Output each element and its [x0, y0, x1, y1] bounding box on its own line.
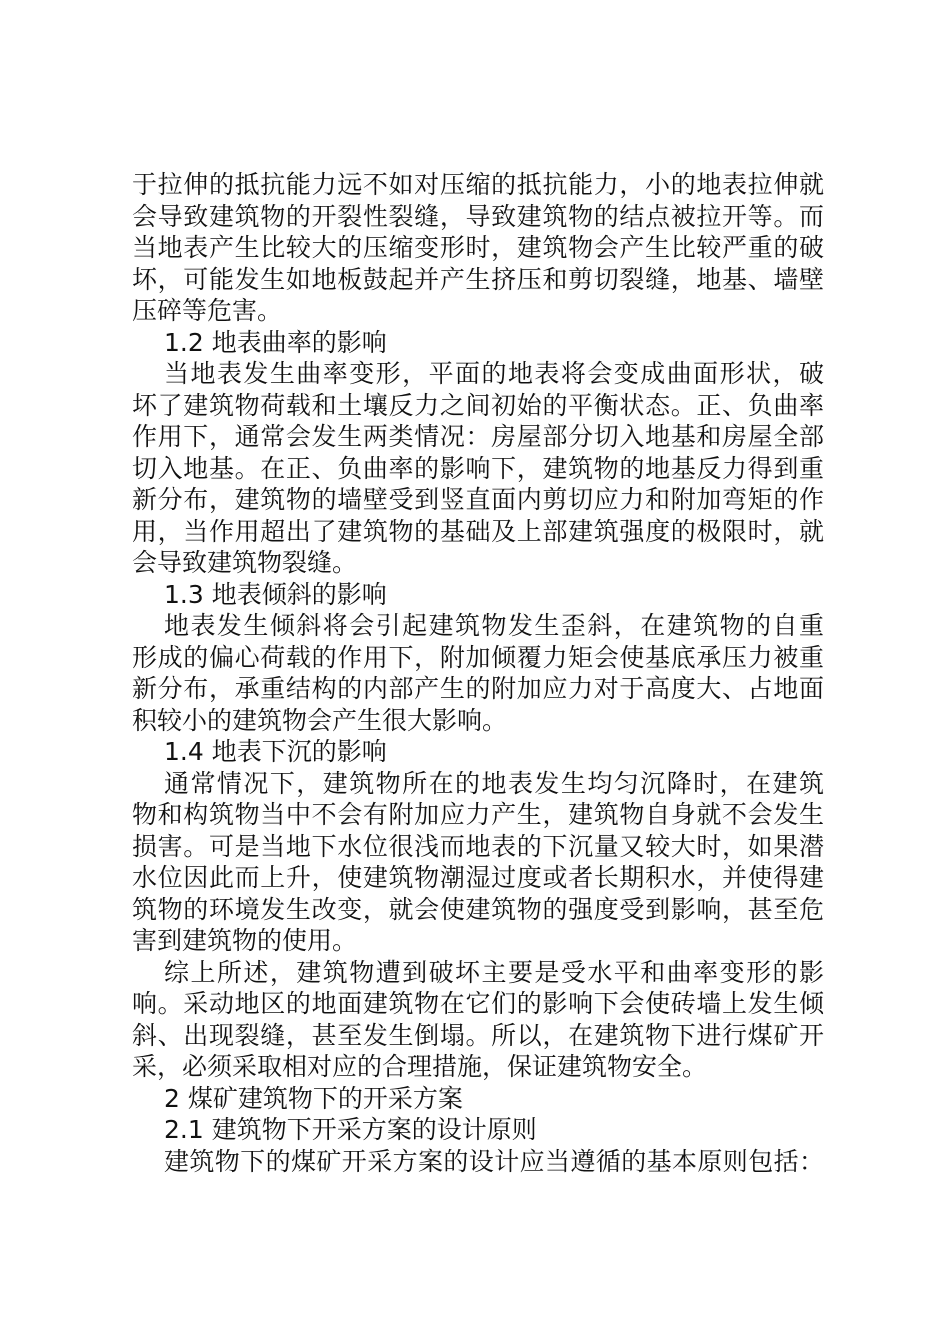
- text-line: 响。采动地区的地面建筑物在它们的影响下会使砖墙上发生倾: [132, 989, 824, 1018]
- text-line: 作用下，通常会发生两类情况：房屋部分切入地基和房屋全部: [132, 422, 824, 451]
- section-heading: 2.1 建筑物下开采方案的设计原则: [164, 1115, 537, 1144]
- text-line: 通常情况下，建筑物所在的地表发生均匀沉降时，在建筑: [164, 768, 824, 798]
- text-line: 地表发生倾斜将会引起建筑物发生歪斜，在建筑物的自重: [164, 611, 824, 640]
- text-line: 新分布，承重结构的内部产生的附加应力对于高度大、占地面: [132, 674, 824, 703]
- section-heading: 1.2 地表曲率的影响: [164, 327, 387, 357]
- text-line: 采，必须采取相对应的合理措施，保证建筑物安全。: [132, 1052, 708, 1081]
- text-line: 新分布，建筑物的墙壁受到竖直面内剪切应力和附加弯矩的作: [132, 485, 824, 514]
- text-line: 当地表发生曲率变形，平面的地表将会变成曲面形状，破: [164, 359, 824, 388]
- text-line: 坏，可能发生如地板鼓起并产生挤压和剪切裂缝，地基、墙壁: [132, 264, 824, 294]
- text-line: 会导致建筑物的开裂性裂缝，导致建筑物的结点被拉开等。而: [132, 201, 824, 231]
- text-line: 斜、出现裂缝，甚至发生倒塌。所以，在建筑物下进行煤矿开: [132, 1020, 824, 1050]
- text-line: 综上所述，建筑物遭到破坏主要是受水平和曲率变形的影: [164, 957, 824, 987]
- text-line: 物和构筑物当中不会有附加应力产生，建筑物自身就不会发生: [132, 800, 824, 829]
- text-line: 于拉伸的抵抗能力远不如对压缩的抵抗能力，小的地表拉伸就: [132, 170, 824, 199]
- section-heading: 1.4 地表下沉的影响: [164, 737, 387, 766]
- text-line: 积较小的建筑物会产生很大影响。: [132, 705, 508, 735]
- section-heading: 2 煤矿建筑物下的开采方案: [164, 1083, 463, 1113]
- text-line: 当地表产生比较大的压缩变形时，建筑物会产生比较严重的破: [132, 233, 824, 262]
- text-line: 用，当作用超出了建筑物的基础及上部建筑强度的极限时，就: [132, 516, 824, 546]
- text-line: 损害。可是当地下水位很浅而地表的下沉量又较大时，如果潜: [132, 831, 824, 861]
- text-line: 压碎等危害。: [132, 296, 283, 325]
- section-heading: 1.3 地表倾斜的影响: [164, 579, 387, 609]
- text-line: 坏了建筑物荷载和土壤反力之间初始的平衡状态。正、负曲率: [132, 390, 824, 420]
- text-line: 水位因此而上升，使建筑物潮湿过度或者长期积水，并使得建: [132, 863, 824, 892]
- text-line: 建筑物下的煤矿开采方案的设计应当遵循的基本原则包括：: [164, 1146, 824, 1176]
- text-line: 害到建筑物的使用。: [132, 926, 358, 955]
- text-line: 会导致建筑物裂缝。: [132, 548, 358, 577]
- text-line: 筑物的环境发生改变，就会使建筑物的强度受到影响，甚至危: [132, 894, 824, 924]
- text-line: 形成的偏心荷载的作用下，附加倾覆力矩会使基底承压力被重: [132, 642, 824, 672]
- text-line: 切入地基。在正、负曲率的影响下，建筑物的地基反力得到重: [132, 453, 824, 483]
- body-text: [132, 169, 824, 1177]
